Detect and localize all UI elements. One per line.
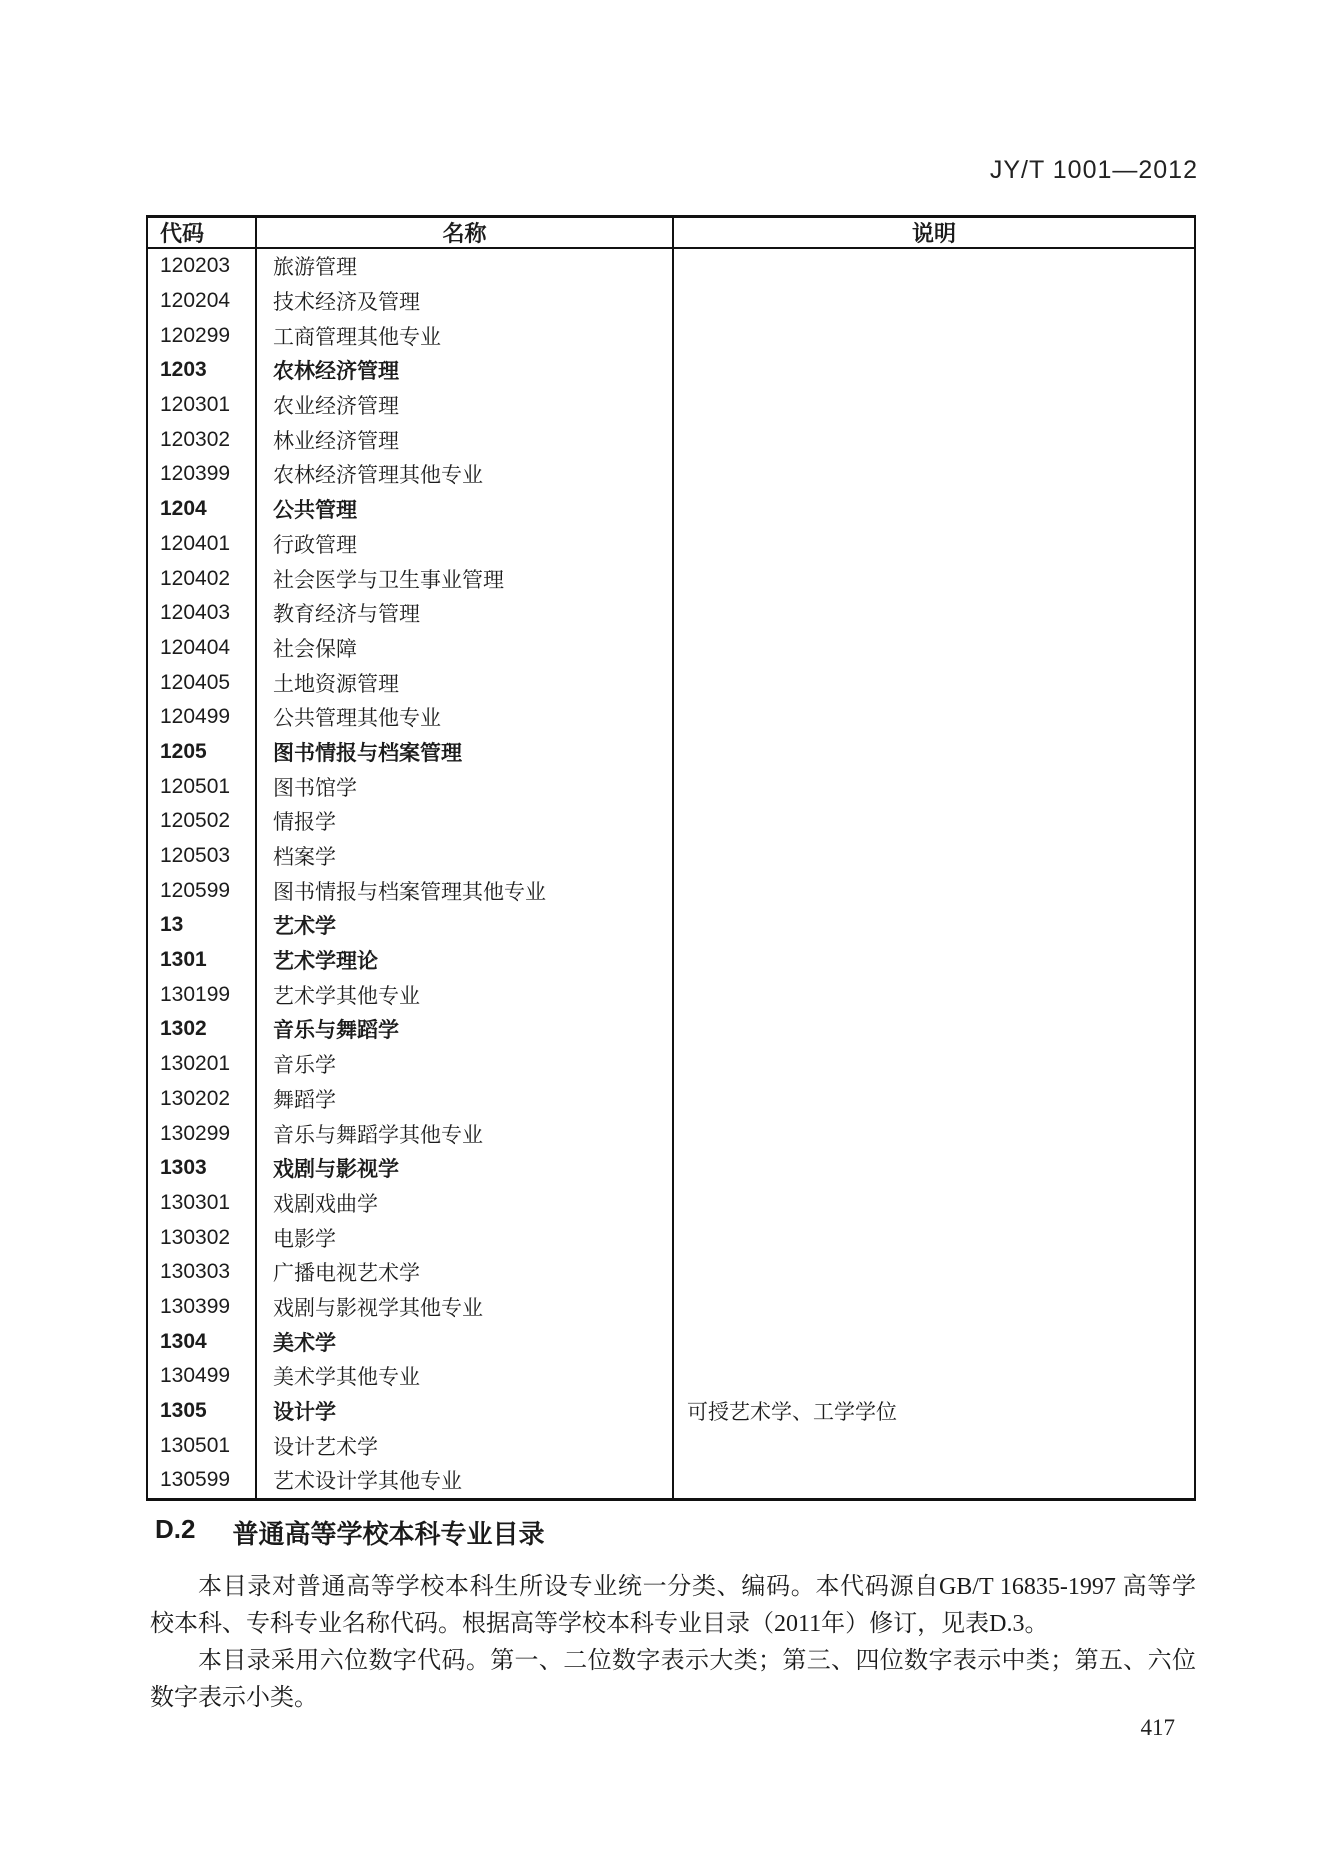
row-note: [672, 492, 1194, 527]
row-code: 120403: [160, 601, 231, 625]
row-note: [672, 1151, 1194, 1186]
row-name: 公共管理: [255, 492, 672, 527]
row-name: 美术学: [255, 1324, 672, 1359]
table-row: [148, 1290, 1194, 1325]
row-note: [672, 457, 1194, 492]
table-row: [148, 977, 1194, 1012]
row-code: 120203: [160, 254, 231, 278]
row-name: 公共管理其他专业: [255, 700, 672, 735]
row-name: 艺术学: [255, 908, 672, 943]
row-note: [672, 769, 1194, 804]
table-row: [148, 1255, 1194, 1290]
row-note: [672, 388, 1194, 423]
row-note: [672, 977, 1194, 1012]
row-code: 130202: [160, 1086, 231, 1110]
paragraph: 本目录采用六位数字代码。第一、二位数字表示大类；第三、四位数字表示中类；第五、六位数字表示小类。: [150, 1648, 1196, 1711]
column-header-name: 名称: [255, 218, 672, 247]
row-name: 艺术学其他专业: [255, 977, 672, 1012]
table-row: [148, 735, 1194, 770]
row-code: 130399: [160, 1294, 231, 1318]
row-note: [672, 1012, 1194, 1047]
row-name: 戏剧与影视学: [255, 1151, 672, 1186]
table-row: [148, 700, 1194, 735]
row-code: 1203: [160, 358, 207, 382]
row-note: [672, 527, 1194, 562]
row-code: 130499: [160, 1364, 231, 1388]
row-code: 120402: [160, 566, 231, 590]
row-note: 可授艺术学、工学学位: [672, 1394, 1194, 1429]
table-row: [148, 804, 1194, 839]
row-name: 技术经济及管理: [255, 284, 672, 319]
section-title: 普通高等学校本科专业目录: [232, 1519, 545, 1549]
row-name: 社会医学与卫生事业管理: [255, 561, 672, 596]
table-row: [148, 839, 1194, 874]
specialty-code-table: [146, 215, 1196, 1501]
table-row: [148, 1186, 1194, 1221]
row-code: 1204: [160, 497, 207, 521]
row-code: 120299: [160, 323, 231, 347]
row-code: 120302: [160, 427, 231, 451]
row-note: [672, 1186, 1194, 1221]
table-row: [148, 908, 1194, 943]
page-number: 417: [1140, 1715, 1175, 1740]
row-note: [672, 353, 1194, 388]
row-note: [672, 318, 1194, 353]
row-name: 农业经济管理: [255, 388, 672, 423]
row-note: [672, 1359, 1194, 1394]
row-code: 120501: [160, 774, 231, 798]
row-note: [672, 1255, 1194, 1290]
table-row: [148, 1082, 1194, 1117]
row-note: [672, 1082, 1194, 1117]
row-code: 130201: [160, 1052, 231, 1076]
row-note: [672, 908, 1194, 943]
table-row: [148, 561, 1194, 596]
row-name: 林业经济管理: [255, 422, 672, 457]
row-code: 120399: [160, 462, 231, 486]
row-code: 1301: [160, 948, 207, 972]
row-code: 120301: [160, 393, 231, 417]
row-note: [672, 1047, 1194, 1082]
row-code: 120204: [160, 289, 231, 313]
row-code: 120502: [160, 809, 231, 833]
row-note: [672, 1463, 1194, 1498]
row-name: 农林经济管理: [255, 353, 672, 388]
row-name: 图书馆学: [255, 769, 672, 804]
row-code: 1302: [160, 1017, 207, 1041]
table-row: [148, 1116, 1194, 1151]
row-code: 120499: [160, 705, 231, 729]
row-code: 1303: [160, 1156, 207, 1180]
row-name: 土地资源管理: [255, 665, 672, 700]
table-header-row: [148, 218, 1194, 249]
row-name: 广播电视艺术学: [255, 1255, 672, 1290]
row-note: [672, 596, 1194, 631]
row-code: 130303: [160, 1260, 231, 1284]
table-row: [148, 596, 1194, 631]
row-code: 120401: [160, 531, 231, 555]
row-name: 农林经济管理其他专业: [255, 457, 672, 492]
table-row: [148, 457, 1194, 492]
row-name: 美术学其他专业: [255, 1359, 672, 1394]
row-code: 1305: [160, 1399, 207, 1423]
table-row: [148, 943, 1194, 978]
row-note: [672, 735, 1194, 770]
table-row: [148, 1047, 1194, 1082]
row-note: [672, 1324, 1194, 1359]
table-row: [148, 1463, 1194, 1498]
row-code: 120404: [160, 635, 231, 659]
table-row: [148, 1394, 1194, 1429]
row-name: 社会保障: [255, 631, 672, 666]
table-row: [148, 1324, 1194, 1359]
row-name: 艺术学理论: [255, 943, 672, 978]
table-row: [148, 631, 1194, 666]
row-name: 艺术设计学其他专业: [255, 1463, 672, 1498]
row-note: [672, 700, 1194, 735]
row-name: 电影学: [255, 1220, 672, 1255]
row-note: [672, 804, 1194, 839]
table-row: [148, 769, 1194, 804]
table-row: [148, 422, 1194, 457]
row-code: 120405: [160, 670, 231, 694]
row-name: 戏剧与影视学其他专业: [255, 1290, 672, 1325]
table-row: [148, 284, 1194, 319]
row-note: [672, 249, 1194, 284]
row-name: 音乐与舞蹈学: [255, 1012, 672, 1047]
row-note: [672, 631, 1194, 666]
table-row: [148, 1012, 1194, 1047]
row-name: 设计学: [255, 1394, 672, 1429]
table-row: [148, 249, 1194, 284]
section-number: D.2: [155, 1514, 196, 1544]
table-row: [148, 1359, 1194, 1394]
table-body: [148, 249, 1194, 1498]
section-body: [150, 1569, 1196, 1717]
table-row: [148, 353, 1194, 388]
row-note: [672, 1428, 1194, 1463]
table-row: [148, 873, 1194, 908]
row-code: 130301: [160, 1190, 231, 1214]
row-code: 1205: [160, 739, 207, 763]
row-note: [672, 665, 1194, 700]
row-name: 工商管理其他专业: [255, 318, 672, 353]
row-name: 情报学: [255, 804, 672, 839]
row-code: 13: [160, 913, 184, 937]
row-code: 130299: [160, 1121, 231, 1145]
row-name: 舞蹈学: [255, 1082, 672, 1117]
table-row: [148, 665, 1194, 700]
row-code: 120503: [160, 844, 231, 868]
row-note: [672, 873, 1194, 908]
row-name: 旅游管理: [255, 249, 672, 284]
row-name: 档案学: [255, 839, 672, 874]
row-name: 设计艺术学: [255, 1428, 672, 1463]
table-row: [148, 388, 1194, 423]
row-name: 音乐与舞蹈学其他专业: [255, 1116, 672, 1151]
paragraph: 本目录对普通高等学校本科生所设专业统一分类、编码。本代码源自GB/T 16835-1997 高等学校本科、专科专业名称代码。根据高等学校本科专业目录（2011年）修订，见表D.3。: [150, 1574, 1196, 1637]
row-code: 130599: [160, 1468, 231, 1492]
table-row: [148, 1151, 1194, 1186]
row-name: 图书情报与档案管理: [255, 735, 672, 770]
row-code: 130302: [160, 1225, 231, 1249]
row-code: 130501: [160, 1433, 231, 1457]
column-header-note: 说明: [672, 218, 1194, 247]
row-note: [672, 943, 1194, 978]
row-note: [672, 284, 1194, 319]
table-row: [148, 1220, 1194, 1255]
row-name: 戏剧戏曲学: [255, 1186, 672, 1221]
table-row: [148, 492, 1194, 527]
row-note: [672, 1220, 1194, 1255]
table-row: [148, 318, 1194, 353]
row-name: 行政管理: [255, 527, 672, 562]
row-note: [672, 1116, 1194, 1151]
table-row: [148, 1428, 1194, 1463]
column-header-code: 代码: [160, 221, 205, 246]
row-code: 130199: [160, 982, 231, 1006]
row-code: 1304: [160, 1329, 207, 1353]
row-name: 音乐学: [255, 1047, 672, 1082]
row-code: 120599: [160, 878, 231, 902]
row-note: [672, 839, 1194, 874]
row-note: [672, 1290, 1194, 1325]
row-note: [672, 561, 1194, 596]
section-heading: [155, 1514, 544, 1551]
table-row: [148, 527, 1194, 562]
row-name: 教育经济与管理: [255, 596, 672, 631]
row-note: [672, 422, 1194, 457]
row-name: 图书情报与档案管理其他专业: [255, 873, 672, 908]
standard-number: JY/T 1001—2012: [989, 156, 1198, 184]
